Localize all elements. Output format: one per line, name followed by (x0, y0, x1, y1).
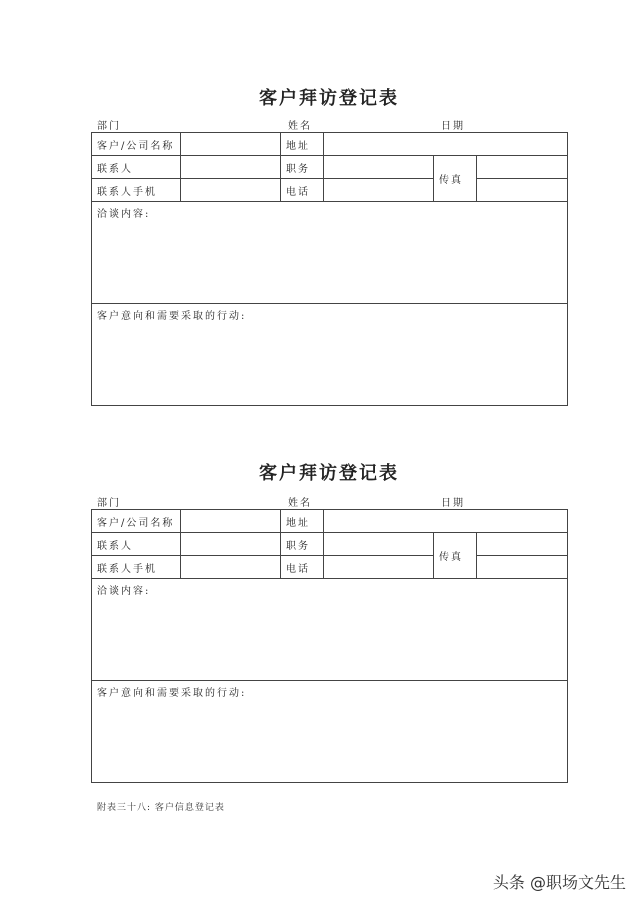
intent-field[interactable] (92, 681, 568, 783)
position-label: 职务 (281, 156, 324, 179)
date-label: 日期 (441, 498, 465, 509)
form-title: 客户拜访登记表 (259, 463, 399, 484)
phone-field[interactable] (324, 179, 434, 202)
company-label: 客户/公司名称 (92, 133, 181, 156)
watermark: 头条 @职场文先生 (492, 873, 626, 892)
company-field[interactable] (181, 510, 281, 533)
fax-field-1[interactable] (477, 156, 568, 179)
position-field[interactable] (324, 156, 434, 179)
mobile-field[interactable] (181, 556, 281, 579)
phone-label: 电话 (281, 179, 324, 202)
date-label: 日期 (441, 121, 465, 132)
name-label: 姓名 (288, 121, 312, 132)
address-label: 地址 (281, 133, 324, 156)
discussion-field[interactable] (92, 202, 568, 304)
fax-field-2[interactable] (477, 179, 568, 202)
contact-field[interactable] (181, 533, 281, 556)
form-table (91, 132, 568, 406)
form-table (91, 509, 568, 783)
form-title: 客户拜访登记表 (259, 88, 399, 109)
department-label: 部门 (97, 498, 121, 509)
mobile-label: 联系人手机 (92, 179, 181, 202)
discussion-label: 洽谈内容: (97, 209, 151, 220)
mobile-field[interactable] (181, 179, 281, 202)
name-label: 姓名 (288, 498, 312, 509)
contact-label: 联系人 (92, 156, 181, 179)
contact-field[interactable] (181, 156, 281, 179)
fax-label: 传真 (434, 156, 477, 202)
footer-caption: 附表三十八: 客户信息登记表 (97, 803, 225, 813)
department-label: 部门 (97, 121, 121, 132)
fax-label: 传真 (434, 533, 477, 579)
contact-label: 联系人 (92, 533, 181, 556)
intent-label: 客户意向和需要采取的行动: (97, 688, 247, 699)
intent-field[interactable] (92, 304, 568, 406)
fax-field-2[interactable] (477, 556, 568, 579)
mobile-label: 联系人手机 (92, 556, 181, 579)
phone-label: 电话 (281, 556, 324, 579)
fax-field-1[interactable] (477, 533, 568, 556)
address-field[interactable] (324, 510, 568, 533)
discussion-label: 洽谈内容: (97, 586, 151, 597)
address-field[interactable] (324, 133, 568, 156)
position-field[interactable] (324, 533, 434, 556)
discussion-field[interactable] (92, 579, 568, 681)
company-field[interactable] (181, 133, 281, 156)
address-label: 地址 (281, 510, 324, 533)
company-label: 客户/公司名称 (92, 510, 181, 533)
phone-field[interactable] (324, 556, 434, 579)
intent-label: 客户意向和需要采取的行动: (97, 311, 247, 322)
position-label: 职务 (281, 533, 324, 556)
